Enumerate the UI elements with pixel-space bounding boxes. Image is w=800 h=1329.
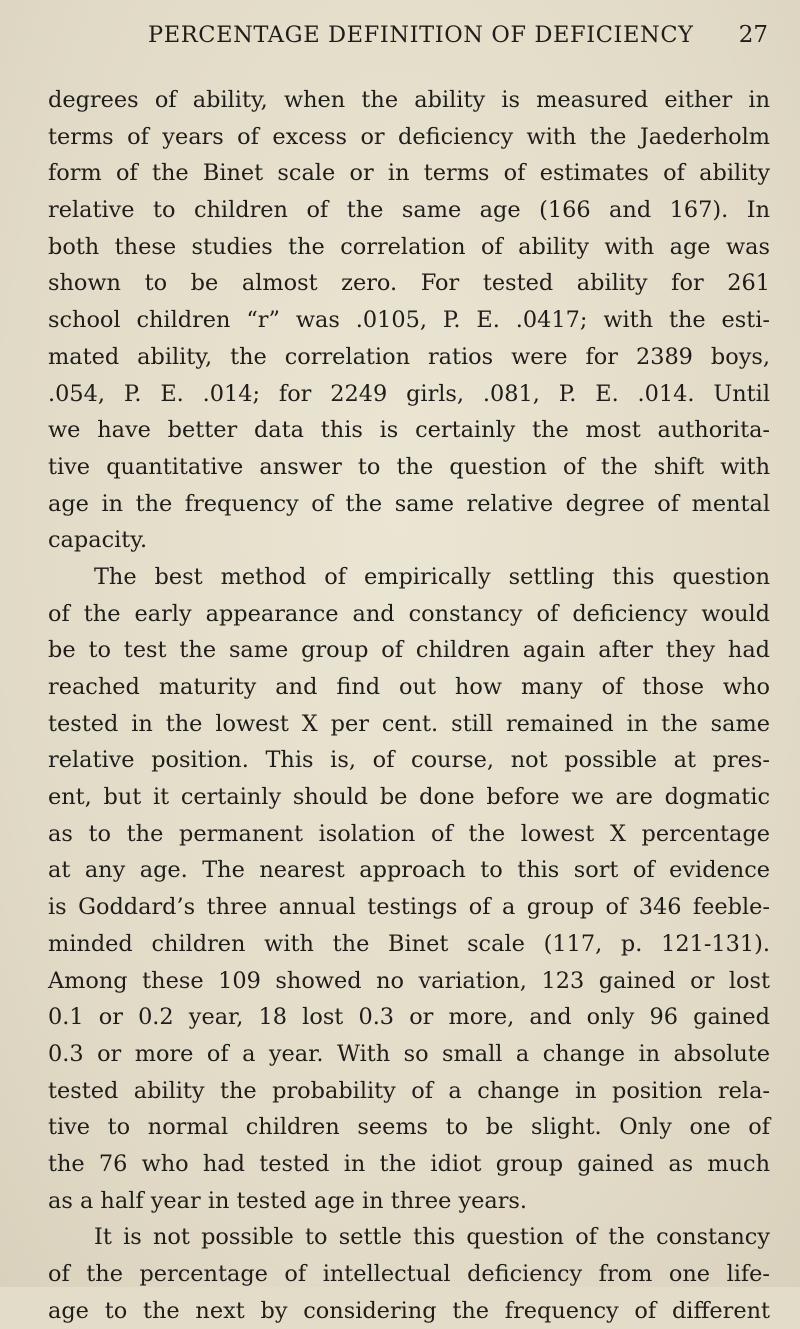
text-line: tive to normal children seems to be slight. Only one of (48, 1114, 770, 1141)
text-line: minded children with the Binet scale (117, p. 121-131). (48, 930, 770, 957)
text-line: .054, P. E. .014; for 2249 girls, .081, P. E. .014. Until (48, 380, 770, 407)
text-line: ent, but it certainly should be done before we are dogmatic (48, 784, 770, 811)
text-line: Among these 109 showed no variation, 123 gained or lost (48, 967, 770, 994)
running-header (148, 22, 768, 54)
text-line: the 76 who had tested in the idiot group gained as much (48, 1150, 770, 1177)
text-line: be to test the same group of children again after they had (48, 637, 770, 664)
text-line: is Goddard’s three annual testings of a group of 346 feeble- (48, 894, 770, 921)
text-line: both these studies the correlation of ability with age was (48, 233, 770, 260)
running-title: PERCENTAGE DEFINITION OF DEFICIENCY (148, 22, 694, 48)
text-line: as a half year in tested age in three years. (48, 1187, 528, 1214)
text-line: relative position. This is, of course, not possible at pres- (48, 747, 770, 774)
text-line: tested ability the probability of a change in position rela- (48, 1077, 770, 1104)
text-line: tive quantitative answer to the question of the shift with (48, 453, 770, 480)
text-line: degrees of ability, when the ability is measured either in (48, 87, 770, 113)
text-line: as to the permanent isolation of the lowest X percentage (48, 820, 770, 847)
text-line: form of the Binet scale or in terms of estimates of ability (48, 160, 770, 187)
text-line: at any age. The nearest approach to this sort of evidence (48, 857, 770, 884)
text-line: school children “r” was .0105, P. E. .0417; with the esti- (48, 307, 770, 334)
text-line: capacity. (48, 527, 148, 554)
body-text (48, 82, 770, 1329)
text-line: of the percentage of intellectual deficiency from one life- (48, 1261, 770, 1287)
text-line: shown to be almost zero. For tested ability for 261 (48, 270, 770, 297)
text-line: age in the frequency of the same relative degree of mental (48, 490, 770, 517)
text-line: relative to children of the same age (166 and 167). In (48, 197, 770, 224)
text-line: It is not possible to settle this question of the constancy (94, 1224, 770, 1251)
text-line: of the early appearance and constancy of deficiency would (48, 600, 770, 627)
text-line: reached maturity and find out how many of those who (48, 674, 770, 700)
text-line: we have better data this is certainly the most authorita- (48, 417, 770, 444)
text-line: The best method of empirically settling this question (94, 563, 770, 590)
text-line: 0.3 or more of a year. With so small a change in absolute (48, 1040, 770, 1067)
text-line: terms of years of excess or deficiency with the Jaederholm (48, 123, 770, 150)
page-number: 27 (738, 22, 768, 48)
text-line: tested in the lowest X per cent. still remained in the same (48, 710, 770, 737)
text-line: age to the next by considering the frequency of different (48, 1297, 770, 1324)
text-line: 0.1 or 0.2 year, 18 lost 0.3 or more, and only 96 gained (48, 1004, 770, 1031)
text-line: mated ability, the correlation ratios were for 2389 boys, (48, 343, 770, 370)
